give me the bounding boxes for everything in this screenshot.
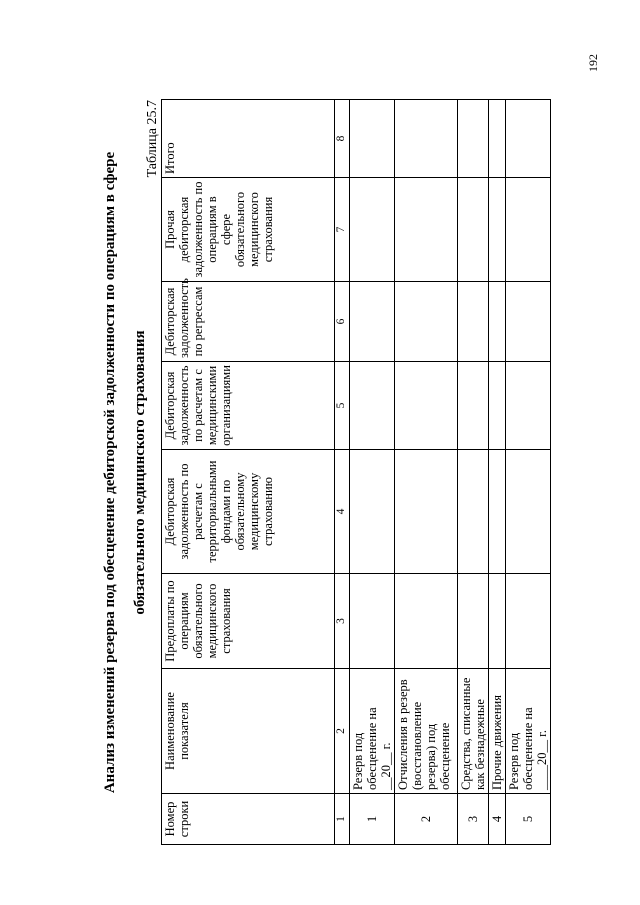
table-cell bbox=[489, 574, 506, 669]
table-cell bbox=[506, 282, 551, 362]
row-label: Средства, списанные как безнадежные bbox=[458, 669, 489, 794]
table-cell bbox=[395, 574, 458, 669]
row-number: 4 bbox=[489, 794, 506, 845]
table-cell bbox=[458, 282, 489, 362]
table-cell bbox=[489, 450, 506, 574]
col-number: 5 bbox=[335, 362, 350, 450]
row-number: 2 bbox=[395, 794, 458, 845]
col-number: 1 bbox=[335, 794, 350, 845]
table-cell bbox=[458, 100, 489, 178]
title-line-2: обязательного медицинского страхования bbox=[132, 330, 148, 615]
page-title bbox=[95, 100, 155, 845]
table-row bbox=[350, 100, 395, 845]
table-cell bbox=[395, 362, 458, 450]
row-number: 3 bbox=[458, 794, 489, 845]
column-numbers-row bbox=[335, 100, 350, 845]
col-number: 8 bbox=[335, 100, 350, 178]
table-cell bbox=[395, 100, 458, 178]
table-row bbox=[458, 100, 489, 845]
col-header-medical-orgs: Дебиторская задолженность по расчетам с медицинскими организациями bbox=[162, 362, 335, 450]
table-cell bbox=[489, 178, 506, 282]
table-cell bbox=[395, 282, 458, 362]
header-row bbox=[162, 100, 335, 845]
col-number: 7 bbox=[335, 178, 350, 282]
table-cell bbox=[489, 282, 506, 362]
table-cell bbox=[458, 450, 489, 574]
col-number: 4 bbox=[335, 450, 350, 574]
table-cell bbox=[506, 178, 551, 282]
table-row bbox=[489, 100, 506, 845]
title-line-1: Анализ изменений резерва под обесценение дебиторской задолженности по операциям в сфере bbox=[102, 151, 118, 794]
table-row bbox=[395, 100, 458, 845]
col-header-row-number: Номер строки bbox=[162, 794, 335, 845]
table-cell bbox=[458, 574, 489, 669]
row-label: Резерв под обесценение на ____20__ г. bbox=[506, 669, 551, 794]
table-cell bbox=[395, 178, 458, 282]
col-number: 6 bbox=[335, 282, 350, 362]
rotated-content bbox=[95, 100, 549, 845]
table-cell bbox=[458, 178, 489, 282]
page-number: 192 bbox=[586, 54, 600, 72]
col-header-regress: Дебиторская задолженность по регрессам bbox=[162, 282, 335, 362]
table-cell bbox=[506, 100, 551, 178]
table-cell bbox=[350, 282, 395, 362]
row-label: Прочие движения bbox=[489, 669, 506, 794]
col-header-territorial-funds: Дебиторская задолженность по расчетам с территориальными фондами по обязательному медицинскому страхованию bbox=[162, 450, 335, 574]
col-header-indicator: Наименование показателя bbox=[162, 669, 335, 794]
table-cell bbox=[350, 362, 395, 450]
reserve-analysis-table bbox=[161, 99, 551, 845]
table-cell bbox=[458, 362, 489, 450]
table-cell bbox=[350, 100, 395, 178]
table-row bbox=[506, 100, 551, 845]
row-number: 5 bbox=[506, 794, 551, 845]
col-header-total: Итого bbox=[162, 100, 335, 178]
col-number: 2 bbox=[335, 669, 350, 794]
table-cell bbox=[506, 362, 551, 450]
row-number: 1 bbox=[350, 794, 395, 845]
col-header-other: Прочая дебиторская задолженность по операциям в сфере обязательного медицинского страхования bbox=[162, 178, 335, 282]
col-header-prepayments: Предоплаты по операциям обязательного медицинского страхования bbox=[162, 574, 335, 669]
table-label: Таблица 25.7 bbox=[145, 100, 160, 178]
col-number: 3 bbox=[335, 574, 350, 669]
table-cell bbox=[506, 450, 551, 574]
table-cell bbox=[489, 362, 506, 450]
table-cell bbox=[489, 100, 506, 178]
row-label: Отчисления в резерв (восстановление резерва) под обесценение bbox=[395, 669, 458, 794]
table-cell bbox=[350, 450, 395, 574]
table-cell bbox=[506, 574, 551, 669]
table-cell bbox=[350, 574, 395, 669]
table-cell bbox=[350, 178, 395, 282]
table-cell bbox=[395, 450, 458, 574]
row-label: Резерв под обесценение на __20__ г. bbox=[350, 669, 395, 794]
